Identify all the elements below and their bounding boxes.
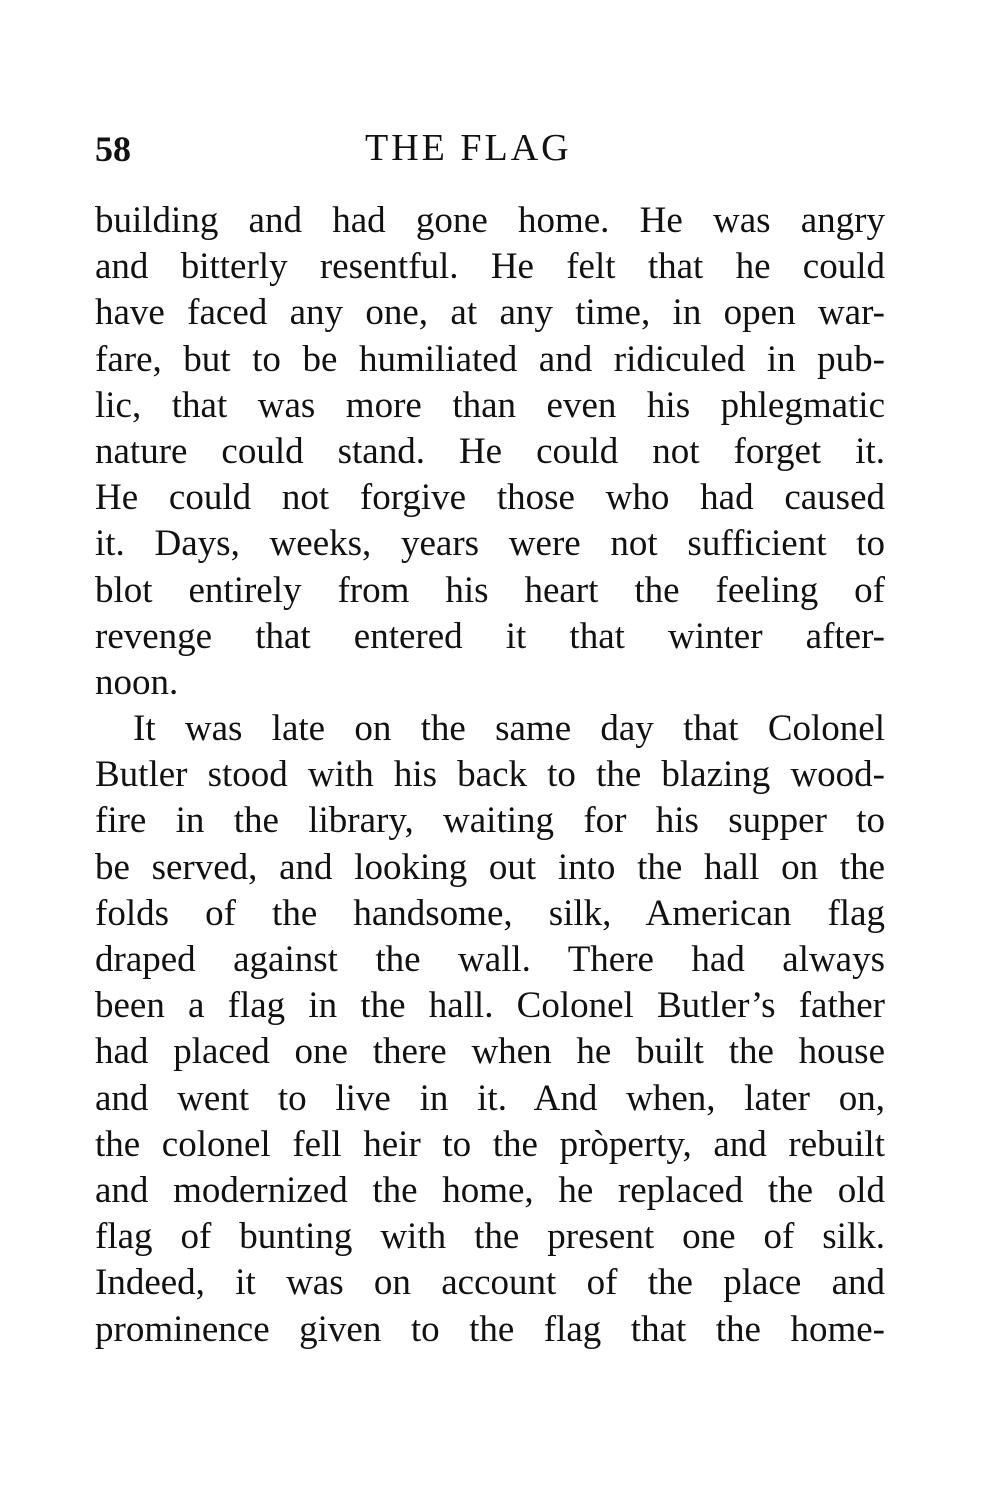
text-line: it. Days, weeks, years were not sufficient to (95, 523, 885, 565)
text-line: blot entirely from his heart the feeling of (95, 569, 885, 611)
text-line: flag of bunting with the present one of silk. (95, 1216, 885, 1258)
text-line: had placed one there when he built the house (95, 1031, 885, 1073)
text-line: Butler stood with his back to the blazing wood- (95, 754, 885, 796)
text-line: It was late on the same day that Colonel (133, 708, 885, 750)
text-line: draped against the wall. There had always (95, 939, 885, 980)
page-number: 58 (95, 129, 131, 169)
text-line: and modernized the home, he replaced the old (95, 1169, 885, 1211)
body-text (95, 198, 885, 1353)
text-line: fare, but to be humiliated and ridiculed in pub- (95, 338, 885, 380)
text-line: have faced any one, at any time, in open war- (95, 292, 885, 334)
text-line: and went to live in it. And when, later on, (95, 1077, 885, 1119)
text-line: Indeed, it was on account of the place and (95, 1262, 885, 1304)
text-line: building and had gone home. He was angry (95, 200, 885, 241)
text-line: fire in the library, waiting for his supper to (95, 800, 885, 842)
running-title: THE FLAG (365, 127, 572, 169)
text-line: noon. (95, 661, 179, 703)
running-head (95, 125, 885, 175)
text-line: be served, and looking out into the hall on the (95, 846, 885, 888)
text-line: prominence given to the flag that the home- (95, 1308, 885, 1350)
text-line: He could not forgive those who had caused (95, 477, 885, 519)
text-line: revenge that entered it that winter after- (95, 615, 885, 657)
text-line: been a flag in the hall. Colonel Butler’s father (95, 985, 885, 1027)
text-line: and bitterly resentful. He felt that he could (95, 246, 885, 288)
text-line: lic, that was more than even his phlegmatic (95, 384, 885, 426)
text-line: nature could stand. He could not forget it. (95, 430, 885, 472)
text-line: the colonel fell heir to the pròperty, and rebuilt (95, 1123, 885, 1165)
text-line: folds of the handsome, silk, American flag (95, 892, 885, 934)
